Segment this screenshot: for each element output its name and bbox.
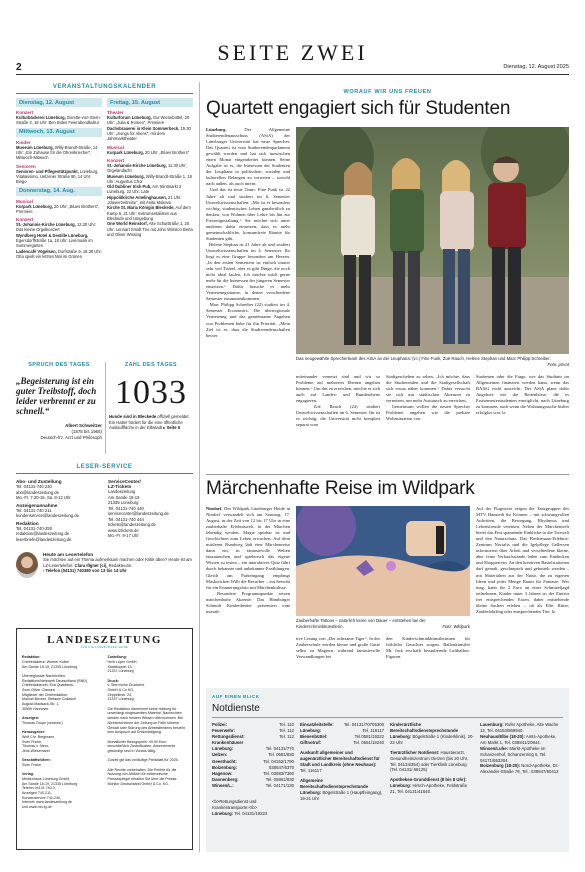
calendar-event: Museum Lüneburg, Willy-Brandt-Straße, 14 Uhr: „Ein Zuhause für die Ohrenkriecher“, Mittwoch-Mitwoch	[16, 144, 98, 161]
zahl-label: ZAHL	[124, 362, 141, 368]
calendar-event: Old Dubliner Irish Pub, Am Stintmarkt 2 Lüneburg, 22 Uhr: Late	[107, 184, 182, 195]
lektor-phone[interactable]: › Telefon (04131) 740380 von 13 bis 14 Uhr	[43, 568, 127, 574]
phone-row: Rettungsdienst: Tel. 112	[212, 734, 294, 740]
phone-row: Bienenbüttel: Tel.0581/19222	[300, 734, 384, 740]
article2-col-3: den Kinderschminkkünstlerinnen für fröhliche Gesichter sorgen. Ballonkünstler Mr. Jack erschafft bezaubernde Luftballon-Figuren.	[386, 636, 470, 660]
phone-row: Boizenburg: 038847/6370	[212, 764, 294, 770]
calendar-event: Senioren- und Pflegestützpunkt, Lüneburg, Vitaliassimo, Uelzener Straße 90, 14 Uhr: Bingo	[16, 168, 99, 185]
spruch-des-tages	[16, 362, 102, 440]
calendar-event: Wyndberg Hotel & Destille Lüneburg, Egersdorffstraße 1a, 18 Uhr: Livemusik im Sommergarten	[16, 232, 93, 249]
article-divider	[206, 474, 569, 475]
issue-date: Dienstag, 12. August 2025	[503, 64, 569, 70]
calendar-day: Freitag, 15. August	[107, 98, 193, 107]
article2-col-2: tive Lesung von „Der achtsame Tiger“. In der Zauberschule werden kleine und große Gäste selbst zu Magiern, während fantasievolle Verwandlungen bei	[296, 636, 380, 660]
column-divider	[199, 82, 200, 852]
spruch-author: Albert Schweitzer	[65, 422, 102, 428]
lektor-avatar	[16, 552, 38, 578]
phone-row: Geesthacht: Tel. 04152/1790	[212, 758, 294, 764]
tattoo-photo	[296, 506, 470, 616]
service-heading-item: Anzeigenannahme	[16, 502, 58, 508]
apotheken-head: Apotheken-Grunddienst (8 bis 8 Uhr):	[390, 777, 467, 783]
divider	[105, 362, 106, 454]
spruch-years: (1875 bis 1965)	[71, 428, 102, 434]
service-contact[interactable]: Tel. 04131-740 240 abo@landeszeitung.de Mo.-Fr. 7.30-15, Sa. 8-12 Uhr	[16, 484, 71, 501]
spruch-suffix: DES TAGES	[55, 362, 90, 368]
phone-row: Lüneburg: Tel. 04131/770	[212, 746, 294, 752]
notdienste-col-1	[212, 722, 294, 817]
service-heading: LESER-SERVICE	[16, 464, 193, 474]
calendar-category: Kinder	[16, 139, 31, 145]
calendar-event: Museum Lüneburg, Willy-Brandt-Straße 1, 18 Uhr: Augustus Chor	[107, 173, 192, 184]
article1-kicker: WORAUF WIR UNS FREUEN	[343, 89, 432, 95]
event-calendar	[16, 84, 193, 259]
calendar-event: One World Reinstorf, Alte Schulstraße 1, 20 Uhr: Lennart Smidt Trio mit John Winston Berta und Oliver Wissing	[107, 221, 193, 237]
page-title: SEITE ZWEI	[217, 40, 368, 65]
article1-col-3: Stadtgeschehen zu sehen. „Ich möchte, dass die Studierenden und die Stadtgesellschaft sich etwas näher kommen.“ Daher versucht sie sich mit städtischen Akteuren zu vernetzen, um mehr Austausch zu erreichen. Gemeinsam wollen die neuen Sprecher Probleme angehen wie die prekäre Wohnsituation von	[386, 374, 470, 422]
calendar-category: Theater	[107, 110, 124, 115]
article1-col-2: miteinander vernetzt sind und wir so Probleme auf mehreren Ebenen angehen können.“ Um das zu erreichen, möchte er sich auch auf Landes- und Bundesebene engagieren. Zoë Rauch (24) studiert Umweltwissenschaften im 6. Semester. Ihr ist es wichtig, die Universität nicht komplett separat vom	[296, 374, 380, 428]
calendar-day: Donnerstag, 14. Aug.	[16, 187, 102, 196]
tierarzt: Tierärztlicher Notdienst: Haustierarzt, Gesundheitszentrum Oerzen (bis 20 Uhr, Tel. 04134/354) oder Tierklinik Lüneburg (Tel. 04131/ 55125)	[390, 749, 469, 773]
service-left	[16, 479, 100, 544]
calendar-day: Mittwoch, 13. August	[16, 128, 102, 137]
article2-col-4: Auf der Flugwiese zeigen die Tanzgruppen des MTV Hanstedt ihr Können – mit schwungvollen Auftritten, die Bewegung, Rhythmus und Lebensfreude vereinen. Neben der Märchenwelt bietet das Fest spannende Einblicke in die Tierwelt und den Naturschutz: Das Fledermaus-Erlebnis-Zentrum Noctalis und die Igelpflege Gellersen informieren über Arbeit und verschiedene kleine, aber feine Verkaufsstände laden zum Entdecken und Shoppen ein. An den kreativen Bastelstationen darf gemalt, geschnipselt und gebastelt werden – mit Materialien aus der Natur, die zu eigenen Ideen und jeder Menge Raum für Fantasie. Wer mag, kann für 2 Euro an einer Schnitzeljagd teilnehmen. Kinder unter 3 Jahren ist der Eintritt frei entsprechendes Essen, dabei entstehende kleine Sachen erleben – ob als Elfe, Ritter, Zauberlehrling oder entsprechendes Tier. lz	[476, 506, 569, 614]
rettung: <b>Rettungsdienst und Krankentransporte:</b>	[212, 799, 258, 810]
zahl-des-tages	[109, 362, 193, 431]
phone-row: Hagenow: Tel. 03883/7360	[212, 770, 294, 776]
asta-photo-image	[296, 127, 569, 354]
page-number: 2	[16, 62, 22, 73]
calendar-category: Musical	[16, 198, 33, 204]
calendar-event: St.-Johannis-Kirche Lüneburg, 12.30 Uhr: Das kleine Orgelkonzert	[16, 222, 97, 233]
rettung-lg: Lüneburg: Tel. 04131/19222	[212, 810, 268, 816]
article1-col-1: Lüneburg. Der Allgemeine Studierendenausschuss (AStA) der Lüneburger Universität hat neue Sprecher. Das Quartett ist vom Studierendenparlament gewählt worden und hat sich inzwischen einen Monat eingearbeitet können. Seine Aufgabe ist es, die Interessen der Studenten der Leuphana in politischen, sozialen und kulturellen Belangen zu vertreten – sowohl nach außen, als auch intern. Und das ist neue Team: Fine Funk ist 22 Jahre alt und studiert im 6. Semester Umweltwissenschaften. „Mir ist es besonders wichtig, studentisches Leben ganzheitlich zu denken, von Wohnen über Lehre bis hin zur Freizeitgestaltung.“ Sie möchte sich unter anderem dafür einsetzen, dass es mehr gemeinschaftliche, konsumfreie Räume für Studenten gibt. Helene Stephan ist 21 Jahre alt und studiert Umweltwissenschaften im 4. Semester. Ihr liegt es eine Gruppe besonders am Herzen: „In den ersten Semestern ist einfach immer sehr viel Trubel, aber es gibt Dinge, die noch nicht ideal laufen. Ich möchte mich gerne mehr für die Interessen der jüngeren Semester einsetzen.“ Dafür brauche es mehr Vernetzungsräume, in denen verschiedene Semester zusammenkommen. Marc Philipp Schreiber (22) studiert im 4. Semester Economics. Die überregionale Vernetzung und das gemeinsame Angehen von Problemen habe für ihn Priorität. „Mein Ziel ist es, dass die Studierendenschaften besser	[206, 127, 290, 338]
calendar-heading: VERANSTALTUNGSKALENDER	[16, 84, 193, 94]
header-rule	[16, 74, 569, 75]
calendar-category: Konzert	[16, 110, 34, 115]
calendar-day: Dienstag, 12. August	[16, 98, 102, 107]
logo-subtitle: FÜR DIE LÜNEBURGER HEIDE	[80, 646, 129, 649]
phone-row: Uelzen: Tel. 0581/830	[212, 752, 294, 758]
phone-row: Polizei: Tel. 110	[212, 722, 294, 727]
leser-service	[16, 464, 193, 578]
phone-row: Giftnotruf: Tel. 0551/19240	[300, 740, 384, 746]
calendar-event: Hippolitkirche Amelinghausen, 21 Uhr: „Klavierzeitreise“, mit Anita Mokeva	[107, 194, 182, 206]
notdienste-title: Notdienste	[212, 703, 563, 718]
auskunft: Auskunft allgemeiner und augenärztlicher Bereitschaftsdienst für Stadt und Landkreis (ohne Neuhaus): Tel. 116117	[300, 750, 380, 774]
notdienste-box	[206, 688, 569, 852]
phone-row: Krankenhäuser	[212, 740, 244, 746]
lektor-head: Heute am Lesertelefon	[43, 552, 94, 558]
article2-credit: Foto: Wildpark	[442, 623, 470, 629]
service-heading-item: Redaktion	[16, 520, 39, 526]
article2-caption: Zauberhafte Tattoos – natürlich keine von Dauer – entstehen bei der Kinderschminkkünstlerin. Foto: Wildpark	[296, 618, 470, 629]
lektor-text: Sie möchten auf ein Thema aufmerksam machen oder Kritik üben? Heute ist am LZ-Lesertelefon:	[43, 557, 192, 568]
asta-team-photo	[296, 127, 569, 354]
tattoo-photo-image	[296, 506, 470, 616]
spruch-quote: „Begeisterung ist ein guter Treibstoff, doch leider verbrennt er zu schnell.“	[16, 376, 97, 417]
calendar-column-2	[107, 96, 193, 259]
apotheke-lueneburg: Lüneburg: Hirsch-Apotheke, Feldstraße 21, Tel. 04131/41640.	[390, 783, 468, 795]
zahl-link[interactable]: Seite 6	[166, 425, 181, 431]
calendar-event: Kulturbäckerei Lüneburg, Dorette-von-Stern-Straße 3, 18 Uhr: Ben Boles Feierabendkultur	[16, 115, 101, 126]
calendar-event: Kirche St. Maria Königin Bleckede, Auf dem Kamp 5, 21 Uhr: Instrumentalisten aus Bleckede und Umgebung	[107, 205, 191, 221]
phone-row: Einsatzleitstelle: Tel. 04131/70705300	[300, 722, 384, 727]
impressum-col-1: Redaktion: Chefredakteur: Werner Kolbe Am Sande 18-19, 21335 Lüneburg Überregionale Nachrichten: RedaktionsNetzwerk Deutschland (RND) Chefredakteurin: Eva Quadbeck, Sven Oliver Clausen Mitglieder der Chefredaktion: Manuel Becker, Stefanie Gollasch August-Madsack-Str. 1, 30559 Hannover Anzeigen: Thomas Grupe (verantw.) Herausgeber: Wolf Chr. Bergmann, Sven Fricke, Thomas v. Stern, Jens Wiesemann Geschäftsführer: Sven Fricke Verlag: Medienhaus Lüneburg GmbH, Am Sande 18-19, 21335 Lüneburg Telefon 04131 740-0, Anzeigen 740-211, Kundenservice 740-240, Internet: www.landeszeitung.de und www.mh-lg.de	[22, 655, 88, 809]
calendar-event: Dachsbrauerei in Klein Sommerbeck, 19.30 Uhr: „Songs for Aliens“, mit dem Jahrmarktheater	[107, 125, 191, 142]
service-right	[108, 479, 192, 544]
calendar-category: Konzert	[107, 157, 125, 163]
calendar-event: Ladencafé Vögelsen, Dorfstraße 9, 18.30 Uhr: Oha spielt ein letztes Mal im Grünen	[16, 248, 103, 259]
calendar-event: Kulturforum Lüneburg, Gut Wienebüttel, 20 Uhr: „Julia & Romeo“, Premiere	[107, 115, 190, 126]
calendar-event: Kurpark Lüneburg, 20 Uhr: „Blues Brothers“	[107, 149, 190, 155]
calendar-column-1	[16, 96, 102, 259]
landeszeitung-logo: LANDESZEITUNG	[47, 634, 162, 646]
impressum	[16, 628, 193, 850]
phone-row: Winsen/L.: Tel. 04171/130	[212, 782, 294, 788]
service-contact[interactable]: Tel. 04131-740-250 redaktion@landeszeitung.de leserbriefe@landeszeitung.de	[16, 525, 72, 542]
article1-headline: Quartett engagiert sich für Studenten	[206, 98, 511, 119]
phone-row: Lüneburg: Tel. 116117	[300, 728, 384, 734]
zahl-number: 1033	[115, 374, 187, 411]
article1-caption: Das neugewählte Sprecherteam des AStA an der Leuphana: (v.l.) Fine Funk, Zoë Rauch, Helene Stephan und Marc Philipp Schreiber. Foto: privat	[296, 356, 569, 367]
service-contact[interactable]: Landeszeitung Am Sande 18-19 21335 Lüneburg Tel. 04131-740 440 servicecenter@landeszeitung.de Tel. 04131-740 444 tickets@landeszeitung.de www.lztickets.de Mo.-Fr. 9-17 Uhr	[108, 489, 169, 539]
zahl-text: Hunde sind in Bleckede offiziell gemeldet. Ein Halter fordert für die eine öffentliche Auslaufﬂäche in der Elbstadt ▸ Seite 6	[109, 414, 190, 431]
kinderarzt: Kinderärztliche Bereitschaftsdienstsprechstunde Lüneburg: Bögelstraße 1 (Kinderklinik), 20-22 Uhr	[390, 722, 474, 745]
phone-row: Dannenberg: Tel. 05861/830	[212, 776, 294, 782]
calendar-event: St.-Johannis-Kirche Lüneburg, 11.30 Uhr: Orgelandacht	[107, 162, 187, 174]
article2-col-1: Nindorf. Der Wildpark Lüneburger Heide in Nindorf verwandelt sich am Sonntag, 17. August, in der Zeit von 12 bis 17 Uhr in eine zauberhafte Erlebniswelt, in der Märchen lebendig werden. Magie spürbar ist und Geschichten zum Leben erwachen. Auf dem mittleren Rundweg lädt eine Märchenreise dann ein, in fantasievolle Welten einzutauchen und spielerisch das eigene Wissen zu testen – ein interaktives Quiz führt durch bekannte und unbekannte Erzählungen. Gleich am Parkeingang empfängt Maskottchen Willi die Besucher – ein Seerobi für ein Erinnerungsfoto mit Märchenkulisse. Besondere Programmpunkte setzen märchenhafte Akzente: Das Hamburger Schmidt Kindertheater präsentiert eine interak-	[206, 506, 290, 614]
lektor-name: Clara Illgner (ci),	[74, 562, 108, 568]
calendar-event: Kurpark Lüneburg, 20 Uhr: „Blues Brothers“, Premiere	[16, 203, 100, 214]
service-heading-item: Abo- und Zustellung	[16, 479, 62, 484]
notdienste-col-3	[390, 722, 474, 817]
calendar-category: Musical	[107, 144, 124, 150]
zahl-suffix: DES TAGES	[142, 362, 178, 368]
phone-row: Feuerwehr: Tel. 112	[212, 728, 294, 734]
spruch-label: SPRUCH	[28, 362, 54, 368]
allgemeiner-dienst: Allgemeine Bereitschaftsdienstsprechstunde Lüneburg: Bögelstraße 1 (Hauptfeingang), 19-21 Uhr	[300, 778, 383, 801]
article2-headline: Märchenhafte Reise im Wildpark	[206, 478, 475, 499]
article1-col-4: Studenten oder die Frage, wie das Studium im Allgemeinen finanziert werden kann, wenn das BAföG nicht ausreicht. Der AStA plane dafür Angebote wie die Bettenbörse, die es Erstsemesterstudenten ermöglicht, nach Lüneburg zu kommen, auch wenn die Wohnungssuche bisher erfolglos war. lz	[476, 374, 569, 416]
spruch-role: Deutsch-frz. Arzt und Philosoph	[40, 434, 102, 440]
notdienste-col-2	[300, 722, 384, 817]
lektor-role: Redakteurin.	[107, 562, 133, 568]
article1-credit: Foto: privat	[547, 361, 569, 367]
notdienste-col-4: Lauenburg: Rufer Apotheke, Alte Wache 12, Tel. 04153/869940. Neuhaus/Elbe (18-20): Amts-Apotheke, Am Markt 1, Tel. 038841/20844. Winsen/Luhe: Markt-Apotheke im Schanzenhof, Schanzenring 6, Tel. 04171/653304. Boizenburg (18-20): Nord-Apotheke, Dr.-Alexander-Straße 78, Tel.: 038847/50412	[480, 722, 560, 775]
calendar-category: Konzert	[16, 217, 34, 223]
service-heading-item: ServiceCenter/ LZ-Tickets	[108, 479, 141, 489]
service-contact[interactable]: Tel. 04131-740 211 kundenservice@landeszeitung.de	[16, 507, 79, 519]
calendar-category: Senioren	[16, 163, 36, 169]
notdienste-kicker: AUF EINEN BLICK	[212, 694, 260, 699]
impressum-col-2: Zustellung: Heid Lüper GmbH, Stadtkoppel 13, 21337 Lüneburg Druck: v. Stern'sche Druckerei GmbH & Co KG, Zeppelinstr. 24, 21337 Lüneburg Die Redaktion übernimmt keine Haftung für unverlangt eingesandten Material. Nachrichten werden nach bestem Wissen übernommen. Bei Nichterscheinen der Zeitung im Falle höherer Gewalt oder Störung des Arbeitsfriedens besteht kein Anspruch auf Entschädigung. Monatlicher Bezugspreis: 49,90 Euro einschließlich Zustellkosten. Abonnements gekündigt sind in Voraus fällig. Zurzeit gilt das vorläufige Preisblatt für 2025. Alle Rechte vorbehalten. Die Rechte für die Nutzung von Artikeln für elektronische Pressespiegel erhalten Sie über die Presse-Monitor Deutschland GmbH & Co. KG.	[107, 655, 185, 786]
